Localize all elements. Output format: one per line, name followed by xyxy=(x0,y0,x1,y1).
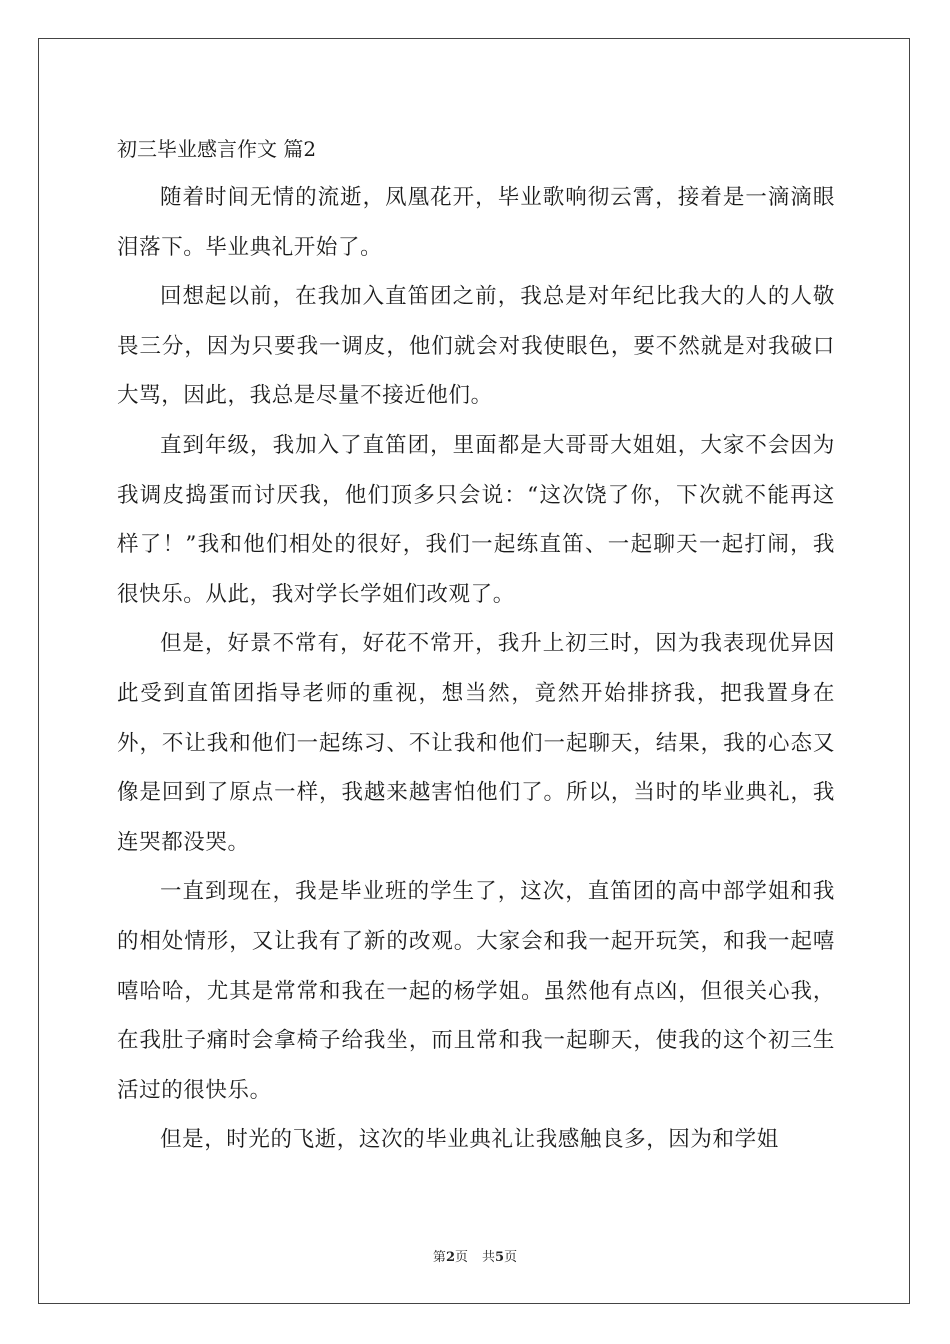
document-title: 初三毕业感言作文 篇2 xyxy=(117,137,317,161)
document-body xyxy=(117,125,835,1165)
page-footer xyxy=(0,1246,950,1265)
current-page-number: 2 xyxy=(445,1250,455,1265)
paragraph-4: 但是，好景不常有，好花不常开，我升上初三时，因为我表现优异因此受到直笛团指导老师的重视，想当然，竟然开始排挤我，把我置身在外，不让我和他们一起练习、不让我和他们一起聊天，结果，我的心态又像是回到了原点一样，我越来越害怕他们了。所以，当时的毕业典礼，我连哭都没哭。 xyxy=(117,631,835,855)
total-page-count: 5 xyxy=(495,1250,505,1265)
page-number-label: 第2页 xyxy=(432,1250,468,1265)
paragraph-2: 回想起以前，在我加入直笛团之前，我总是对年纪比我大的人的人敬畏三分，因为只要我一调皮，他们就会对我使眼色，要不然就是对我破口大骂，因此，我总是尽量不接近他们。 xyxy=(117,284,835,409)
paragraph-3: 直到年级，我加入了直笛团，里面都是大哥哥大姐姐，大家不会因为我调皮捣蛋而讨厌我，他们顶多只会说：“这次饶了你，下次就不能再这样了！”我和他们相处的很好，我们一起练直笛、一起聊天一起打闹，我很快乐。从此，我对学长学姐们改观了。 xyxy=(117,432,835,607)
paragraph-1: 随着时间无情的流逝，凤凰花开，毕业歌响彻云霄，接着是一滴滴眼泪落下。毕业典礼开始了。 xyxy=(117,185,835,260)
paragraph-5: 一直到现在，我是毕业班的学生了，这次，直笛团的高中部学姐和我的相处情形，又让我有了新的改观。大家会和我一起开玩笑，和我一起嘻嘻哈哈，尤其是常常和我在一起的杨学姐。虽然他有点凶，但很关心我，在我肚子痛时会拿椅子给我坐，而且常和我一起聊天，使我的这个初三生活过的很快乐。 xyxy=(117,879,835,1103)
paragraph-6: 但是，时光的飞逝，这次的毕业典礼让我感触良多，因为和学姐 xyxy=(160,1127,779,1153)
total-pages-label: 共5页 xyxy=(482,1250,518,1265)
